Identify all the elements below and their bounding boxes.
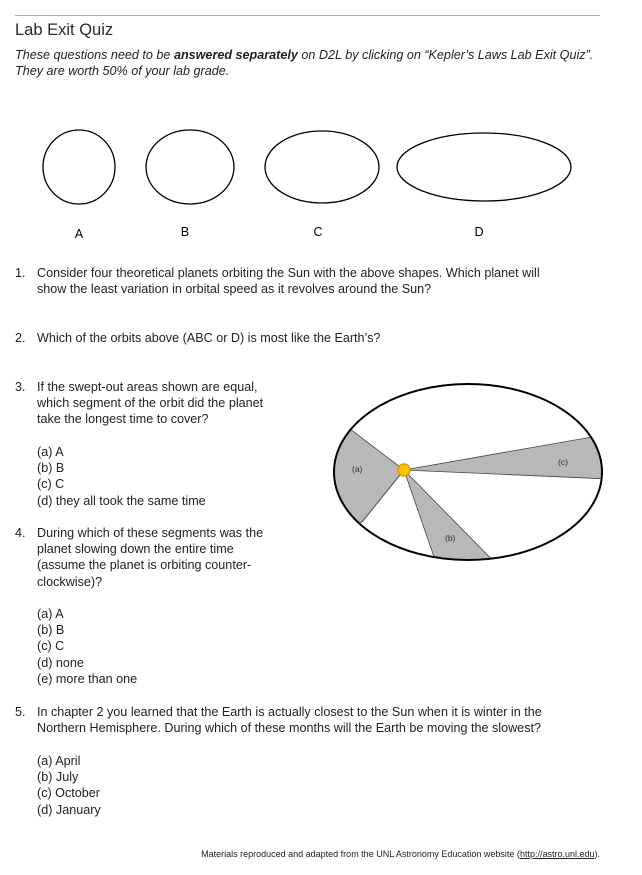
question-line: Consider four theoretical planets orbiting the Sun with the above shapes. Which planet will: [37, 266, 540, 280]
shape-label-c: C: [313, 225, 323, 239]
footer-text: Materials reproduced and adapted from the UNL Astronomy Education website (: [201, 849, 520, 859]
question-3-options: [37, 444, 206, 509]
question-line: show the least variation in orbital speed as it revolves around the Sun?: [37, 282, 432, 297]
orbit-shapes-figure: [0, 120, 642, 245]
question-line: In chapter 2 you learned that the Earth is actually closest to the Sun when it is winter in the: [37, 705, 542, 719]
answer-option: (c) C: [37, 477, 65, 492]
question-line: take the longest time to cover?: [37, 412, 209, 427]
question-4-options: [37, 606, 137, 687]
orbit-shape-b: [146, 130, 234, 204]
question-number: 3.: [15, 380, 26, 394]
question-number: 5.: [15, 705, 26, 719]
answer-option: (b) B: [37, 623, 65, 638]
segment-label-a: (a): [352, 464, 363, 474]
segment-label-b: (b): [445, 533, 456, 543]
top-rule: [15, 15, 600, 16]
question-number: 2.: [15, 331, 26, 345]
intro-text: [15, 47, 600, 79]
answer-option: (e) more than one: [37, 671, 138, 686]
answer-option: (c) C: [37, 639, 65, 654]
footer-attribution: [201, 849, 600, 859]
answer-option: (b) B: [37, 461, 65, 476]
answer-option: (d) none: [37, 655, 84, 670]
answer-option: (a) A: [37, 445, 64, 459]
shape-label-b: B: [180, 225, 190, 239]
intro-bold: answered separately: [173, 48, 298, 62]
answer-option: (a) A: [37, 607, 64, 621]
sector-c: [404, 430, 612, 480]
answer-option: (a) April: [37, 754, 81, 768]
question-number: 4.: [15, 526, 26, 540]
answer-option: (c) October: [37, 786, 100, 801]
sector-b: [404, 470, 512, 566]
question-line: which segment of the orbit did the planet: [37, 396, 264, 411]
orbit-shape-a: [43, 130, 115, 204]
intro-before: These questions need to be: [15, 48, 174, 62]
sector-a: [332, 400, 404, 540]
answer-option: (d) January: [37, 802, 101, 817]
footer-link[interactable]: http://astro.unl.edu: [519, 849, 595, 859]
orbit-shape-d: [397, 133, 571, 201]
question-line: Northern Hemisphere. During which of these months will the Earth be moving the slowest?: [37, 721, 541, 736]
answer-option: (d) they all took the same time: [37, 493, 206, 508]
question-5-options: [37, 753, 101, 818]
question-number: 1.: [15, 266, 26, 280]
orbit-shape-c: [265, 131, 379, 203]
question-line: clockwise)?: [37, 574, 103, 589]
question-line: Which of the orbits above (ABC or D) is most like the Earth’s?: [37, 331, 381, 345]
shape-label-a: A: [74, 227, 84, 241]
sun-icon: [398, 464, 410, 476]
answer-option: (b) July: [37, 770, 79, 785]
page-title: Lab Exit Quiz: [15, 21, 114, 39]
segment-label-c: (c): [558, 457, 568, 467]
footer-end: ).: [594, 849, 600, 859]
intro-after: on D2L by clicking on “Kepler’s Laws Lab Exit Quiz”. They are worth 50% of your lab grade.: [15, 48, 594, 78]
question-line: (assume the planet is orbiting counter-: [37, 558, 252, 573]
question-line: If the swept-out areas shown are equal,: [37, 380, 258, 394]
swept-area-orbit-diagram: [332, 380, 612, 566]
question-line: planet slowing down the entire time: [37, 542, 234, 557]
question-line: During which of these segments was the: [37, 526, 264, 540]
shape-label-d: D: [474, 225, 484, 239]
